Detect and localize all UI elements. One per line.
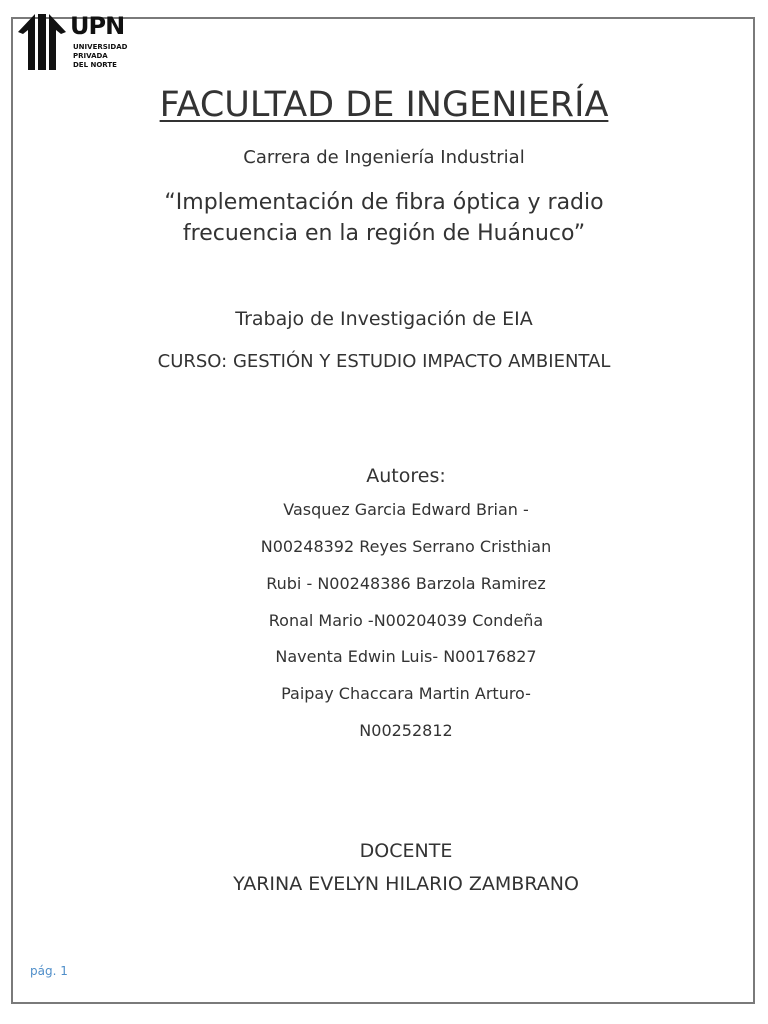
author-line: Vasquez Garcia Edward Brian - [283, 500, 529, 519]
faculty-title: FACULTAD DE INGENIERÍA [159, 85, 609, 125]
authors-heading: Autores: [366, 465, 446, 487]
logo-line-2: PRIVADA [73, 52, 108, 60]
logo-line-3: DEL NORTE [73, 61, 117, 69]
author-line: N00248392 Reyes Serrano Cristhian [260, 537, 552, 556]
upn-arrow-icon [18, 12, 66, 74]
upn-logo [18, 12, 128, 74]
docente-name: YARINA EVELYN HILARIO ZAMBRANO [233, 873, 579, 895]
author-line: Naventa Edwin Luis- N00176827 [275, 647, 537, 666]
author-line: Rubi - N00248386 Barzola Ramirez [266, 574, 546, 593]
project-title-line-2: frecuencia en la región de Huánuco” [182, 221, 586, 246]
logo-wordmark: UPN [70, 12, 125, 40]
author-line: Ronal Mario -N00204039 Condeña [268, 611, 544, 630]
author-line: N00252812 [359, 721, 453, 740]
project-title-line-1: “Implementación de fibra óptica y radio [164, 190, 604, 215]
logo-line-1: UNIVERSIDAD [73, 43, 128, 51]
author-line: Paipay Chaccara Martin Arturo- [281, 684, 531, 703]
page-number: pág. 1 [30, 964, 68, 978]
project-title [0, 187, 768, 249]
work-type: Trabajo de Investigación de EIA [235, 308, 533, 330]
logo-subtitle [73, 43, 127, 70]
career-name: Carrera de Ingeniería Industrial [243, 147, 525, 168]
docente-heading: DOCENTE [359, 840, 453, 862]
course-name: CURSO: GESTIÓN Y ESTUDIO IMPACTO AMBIENTAL [157, 351, 611, 372]
